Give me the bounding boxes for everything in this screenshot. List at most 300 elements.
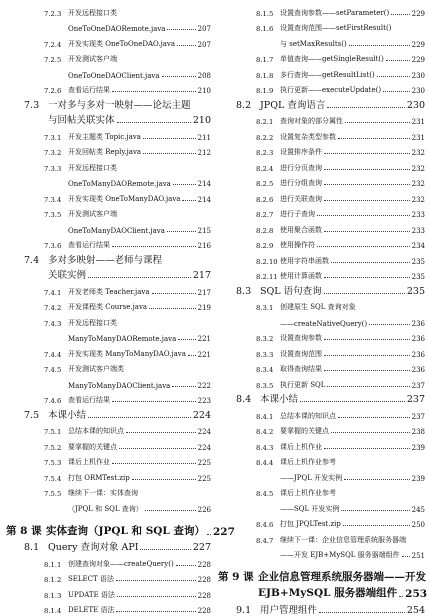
toc-entry-page: 239: [411, 443, 425, 452]
toc-entry-title: 创建查询对象——createQuery(): [68, 559, 174, 568]
toc-entry: [6, 188, 211, 204]
toc-leader-dots: [324, 184, 410, 185]
toc-entry-number: 7.4: [24, 254, 40, 266]
toc-entry-title: ManyToManyDAORemote.java: [68, 335, 177, 343]
toc-entry-page: 210: [192, 115, 211, 126]
toc-entry: [6, 235, 211, 251]
toc-entry-number: 7.3.1: [44, 133, 62, 142]
toc-entry-number: 8.4: [236, 394, 252, 405]
toc-entry: [6, 498, 211, 514]
toc-entry-title: 多对多映射——老师与课程: [48, 254, 163, 266]
toc-entry-title: 开发远程接口类: [68, 163, 117, 172]
toc-entry: [6, 514, 235, 538]
toc-entry-title: 设置查询参数: [280, 334, 322, 342]
toc-entry-title: ——JPQL 开发实例: [280, 473, 343, 482]
toc-entry-page: 238: [411, 428, 425, 436]
toc-entry: [6, 204, 211, 220]
toc-entry-number: 8.4.6: [256, 521, 274, 529]
toc-entry-number: 7.2.6: [44, 87, 62, 95]
toc-entry: [6, 173, 211, 189]
toc-leader-dots: [117, 122, 191, 123]
toc-entry-number: 7.5: [24, 409, 40, 421]
toc-entry-page: 233: [411, 226, 425, 235]
toc-entry-number: 8.1.7: [256, 56, 274, 64]
toc-leader-dots: [112, 463, 196, 464]
toc-entry-number: 7.5.4: [44, 474, 62, 483]
toc-entry-number: 8.2.4: [256, 164, 274, 173]
toc-entry: [218, 359, 425, 375]
toc-entry: [218, 374, 425, 390]
toc-entry: [218, 33, 425, 49]
toc-entry-number: 7.2.4: [44, 40, 62, 49]
toc-entry-title: 设置排序条件: [280, 148, 322, 156]
toc-entry-title: 开发实现类 ManyToManyDAO.java: [68, 349, 186, 358]
toc-entry: [6, 281, 211, 297]
toc-entry: [218, 600, 425, 616]
toc-entry: [218, 49, 425, 65]
toc-entry: [6, 452, 211, 468]
toc-leader-dots: [167, 29, 195, 30]
toc-entry-title: ——SQL 开发实例: [280, 504, 340, 513]
toc-leader-dots: [143, 153, 196, 154]
toc-entry: [6, 297, 211, 313]
toc-entry: [218, 436, 425, 452]
toc-entry-page: 232: [411, 195, 425, 204]
toc-entry-page: 232: [411, 180, 425, 188]
toc-entry: [218, 498, 425, 514]
toc-leader-dots: [324, 231, 410, 232]
toc-entry-title: 设置复杂类型参数: [280, 132, 336, 141]
toc-entry-page: 233: [411, 211, 425, 219]
toc-leader-dots: [117, 596, 196, 597]
toc-entry: [218, 80, 425, 96]
toc-entry-title: ——开发 EJB+MySQL 服务器端组件: [280, 551, 400, 559]
toc-entry: [218, 584, 428, 600]
toc-entry: [218, 250, 425, 266]
toc-leader-dots: [182, 200, 195, 201]
toc-leader-dots: [143, 138, 196, 139]
toc-entry: [6, 2, 211, 18]
toc-entry-number: 8.3.5: [256, 381, 274, 390]
toc-entry-page: 231: [411, 118, 425, 126]
toc-leader-dots: [324, 355, 410, 356]
toc-entry: [6, 126, 211, 142]
toc-leader-dots: [324, 293, 405, 294]
toc-entry: [218, 312, 425, 328]
toc-entry-page: 236: [411, 350, 425, 359]
toc-entry-page: 250: [411, 521, 425, 529]
toc-entry: [6, 266, 211, 282]
toc-entry-page: 215: [197, 226, 211, 235]
toc-entry: [6, 390, 211, 406]
toc-leader-dots: [327, 107, 405, 108]
toc-entry-title: 课后上机作业: [68, 458, 110, 466]
toc-entry-page: 230: [411, 87, 425, 95]
toc-entry-page: 253: [405, 588, 428, 600]
toc-entry-number: 7.2.5: [44, 56, 62, 64]
toc-entry-page: 227: [192, 542, 211, 553]
toc-entry-number: 7.3.4: [44, 195, 62, 204]
toc-entry: [6, 343, 211, 359]
toc-leader-dots: [207, 534, 211, 535]
toc-entry: [6, 33, 211, 49]
toc-leader-dots: [88, 277, 191, 278]
toc-entry: [218, 560, 425, 584]
toc-entry-page: 228: [197, 607, 211, 615]
toc-entry-title: 课后上机作业: [280, 442, 322, 451]
toc-entry-title: 总结本课的知识点: [280, 411, 336, 420]
toc-leader-dots: [317, 246, 410, 247]
toc-entry-page: 214: [197, 195, 211, 204]
toc-leader-dots: [344, 479, 409, 480]
toc-entry: [218, 266, 425, 282]
toc-leader-dots: [112, 401, 196, 402]
toc-entry-number: 7.4.6: [44, 397, 62, 405]
toc-entry: [218, 111, 425, 127]
toc-leader-dots: [319, 612, 405, 613]
toc-entry: [6, 95, 211, 111]
toc-entry-title: 要掌握的关键点: [280, 427, 329, 435]
toc-entry: [218, 64, 425, 80]
toc-entry-number: 8.2.8: [256, 226, 274, 235]
toc-entry: [6, 312, 211, 328]
toc-entry-number: 8.1.3: [44, 591, 62, 600]
toc-entry-page: 234: [411, 242, 425, 250]
toc-entry-page: 231: [411, 133, 425, 142]
toc-entry-page: 217: [192, 270, 211, 281]
toc-entry: [6, 18, 211, 34]
toc-entry-title: 实体查询（JPQL 和 SQL 查询）: [46, 524, 205, 537]
toc-entry: [218, 328, 425, 344]
toc-entry: [6, 219, 211, 235]
toc-entry: [218, 281, 425, 297]
toc-leader-dots: [331, 262, 410, 263]
toc-entry-page: 224: [197, 443, 211, 452]
toc-entry-number: 7.5.2: [44, 443, 62, 452]
toc-entry: [218, 95, 425, 111]
toc-leader-dots: [172, 386, 195, 387]
toc-entry-page: 236: [411, 319, 425, 328]
toc-entry-title: 企业信息管理系统服务器端——开发: [258, 571, 426, 583]
toc-entry: [218, 421, 425, 437]
toc-entry-title: 进行关联查询: [280, 194, 322, 203]
toc-entry-page: 225: [197, 474, 211, 483]
toc-entry-title: OneToManyDAORemote.java: [68, 180, 171, 188]
toc-entry-page: 239: [411, 474, 425, 483]
toc-entry-page: 245: [411, 505, 425, 514]
toc-entry: [218, 157, 425, 173]
toc-entry-number: 8.2.10: [256, 257, 278, 266]
toc-entry-title: 查询对象的部分属性: [280, 117, 343, 125]
toc-entry-page: 216: [197, 242, 211, 250]
toc-entry-title: JPQL 查询语言: [260, 99, 326, 111]
toc-entry-title: EJB+MySQL 服务器端组件: [258, 587, 398, 599]
toc-entry: [218, 18, 425, 34]
toc-entry-number: 8.2: [236, 99, 252, 111]
toc-entry-number: 7.3.6: [44, 242, 62, 250]
toc-entry-title: 开发老师类 Teacher.java: [68, 287, 150, 296]
toc-entry: [6, 483, 211, 499]
toc-entry-title: 使用字符串函数: [280, 256, 329, 265]
toc-entry-title: 继续下一课：企业信息管理系统服务器端: [280, 535, 406, 544]
toc-entry-title: 与 setMaxResults(): [280, 39, 347, 48]
toc-entry: [6, 157, 211, 173]
toc-entry-number: 8.1.2: [44, 576, 62, 584]
toc-leader-dots: [177, 45, 196, 46]
toc-entry-title: 开发测试客户端类: [68, 365, 124, 373]
toc-entry: [218, 343, 425, 359]
toc-entry: [6, 436, 211, 452]
toc-entry: [218, 173, 425, 189]
toc-entry-number: 8.4.3: [256, 443, 274, 452]
toc-leader-dots: [317, 215, 410, 216]
toc-leader-dots: [173, 184, 196, 185]
toc-leader-dots: [126, 432, 196, 433]
toc-entry-number: 7.3.5: [44, 211, 62, 219]
toc-entry-page: 224: [192, 409, 211, 421]
toc-entry-number: 8.2.2: [256, 133, 274, 142]
toc-entry-title: 使用操作符: [280, 241, 315, 249]
toc-entry-title: Query 查询对象 API: [48, 542, 139, 553]
toc-entry-number: 8.4.2: [256, 428, 274, 436]
toc-entry-page: 232: [411, 149, 425, 157]
toc-entry-page: 229: [411, 56, 425, 64]
toc-entry-title: 开发测试客户端: [68, 210, 117, 218]
toc-entry-number: 8.2.1: [256, 118, 274, 126]
toc-entry-title: 开发回帖类 Reply.java: [68, 148, 142, 156]
toc-entry-title: 查看运行结果: [68, 241, 110, 249]
toc-leader-dots: [300, 401, 405, 402]
toc-entry-page: 208: [197, 71, 211, 80]
toc-entry-page: 217: [197, 288, 211, 297]
toc-entry-title: 课后上机作业参考: [280, 458, 336, 466]
toc-entry-number: 7.5.5: [44, 490, 62, 498]
toc-entry: [218, 467, 425, 483]
toc-entry-title: ——createNativeQuery(): [280, 319, 368, 328]
toc-entry-page: 226: [197, 505, 211, 514]
toc-entry-page: 229: [411, 40, 425, 49]
toc-leader-dots: [377, 76, 410, 77]
toc-leader-dots: [324, 448, 410, 449]
toc-entry-title: 进行分页查询: [280, 163, 322, 172]
toc-leader-dots: [116, 580, 196, 581]
toc-entry-title: 开发测试客户端: [68, 55, 117, 63]
toc-entry-page: 228: [197, 576, 211, 584]
toc-entry-title: 课后上机作业参考: [280, 489, 336, 497]
toc-entry-number: 第 9 课: [218, 571, 254, 583]
toc-entry-page: 251: [411, 552, 425, 560]
toc-entry-title: 执行更新 SQL: [280, 380, 326, 389]
toc-leader-dots: [324, 370, 410, 371]
toc-entry-title: 取得查询结果: [280, 365, 322, 373]
toc-leader-dots: [324, 339, 410, 340]
toc-entry-number: 8.2.9: [256, 242, 274, 250]
toc-entry-title: 创建原生 SQL 查询对象: [280, 303, 356, 311]
toc-entry-number: 7.4.2: [44, 304, 62, 312]
toc-entry-title: 本课小结: [48, 409, 87, 421]
toc-entry-title: 开发远程接口类: [68, 8, 117, 17]
toc-entry-number: 7.3.3: [44, 164, 62, 173]
toc-entry-page: 254: [406, 604, 425, 616]
toc-entry: [218, 452, 425, 468]
toc-entry-number: 8.2.6: [256, 195, 274, 204]
toc-entry: [6, 569, 211, 585]
toc-entry: [218, 529, 425, 545]
toc-leader-dots: [386, 60, 410, 61]
toc-entry-page: 237: [411, 381, 425, 390]
toc-entry-page: 212: [197, 149, 211, 157]
toc-entry: [218, 219, 425, 235]
toc-entry-number: 7.4.1: [44, 288, 62, 297]
toc-entry-page: 224: [197, 428, 211, 436]
toc-entry: [218, 142, 425, 158]
toc-entry-title: 打包 JPQLTest.zip: [280, 520, 341, 528]
toc-entry-page: 207: [197, 40, 211, 49]
toc-entry: [6, 538, 211, 554]
toc-entry: [6, 49, 211, 65]
toc-leader-dots: [112, 91, 196, 92]
toc-entry-page: 235: [406, 285, 425, 297]
toc-entry-title: 打包 ORMTest.zip: [68, 473, 130, 482]
toc-entry-number: 8.2.3: [256, 149, 274, 157]
toc-leader-dots: [349, 45, 410, 46]
toc-leader-dots: [338, 138, 410, 139]
toc-entry: [6, 553, 211, 569]
toc-entry: [218, 514, 425, 530]
toc-entry: [6, 328, 211, 344]
toc-entry: [218, 126, 425, 142]
toc-leader-dots: [152, 293, 196, 294]
toc-entry-page: 236: [411, 335, 425, 343]
toc-entry-page: 211: [197, 133, 211, 142]
toc-entry-number: 7.5.3: [44, 459, 62, 467]
toc-entry-page: 230: [406, 99, 425, 111]
toc-entry-title: （JPQL 和 SQL 查询）: [68, 504, 143, 513]
toc-leader-dots: [132, 479, 196, 480]
toc-entry: [218, 390, 425, 406]
toc-entry-page: 235: [411, 273, 425, 281]
toc-leader-dots: [178, 339, 195, 340]
toc-entry: [6, 142, 211, 158]
toc-leader-dots: [116, 611, 195, 612]
toc-entry-title: 要掌握的关键点: [68, 442, 117, 451]
toc-entry-title: DELETE 语法: [68, 606, 115, 614]
toc-entry: [218, 2, 425, 18]
toc-entry: [218, 545, 425, 561]
toc-entry-number: 8.3.1: [256, 304, 274, 312]
toc-entry-title: 开发实现类 OneToOneDAO.java: [68, 39, 176, 48]
toc-entry: [6, 405, 211, 421]
toc-entry-title: 继续下一课：实体查询: [68, 489, 138, 497]
toc-entry-number: 7.4.4: [44, 350, 62, 359]
toc-entry-title: 查看运行结果: [68, 86, 110, 94]
toc-leader-dots: [331, 432, 410, 433]
toc-entry-title: 设置查询范围: [280, 349, 322, 358]
toc-entry-number: 8.1.9: [256, 87, 274, 95]
toc-entry: [218, 188, 425, 204]
toc-entry: [6, 250, 211, 266]
toc-leader-dots: [345, 122, 410, 123]
toc-entry-number: 9.1: [236, 604, 252, 616]
toc-entry-title: 进行子查询: [280, 210, 315, 218]
toc-entry-number: 第 8 课: [6, 524, 42, 537]
toc-entry-title: ManyToManyDAOClient.java: [68, 381, 171, 390]
toc-entry-title: 开发实现类 OneToManyDAO.java: [68, 194, 181, 203]
toc-entry: [218, 483, 425, 499]
toc-entry-title: UPDATE 语法: [68, 590, 115, 599]
toc-entry-title: 关联实例: [48, 270, 87, 281]
toc-entry-page: 223: [197, 397, 211, 405]
toc-entry: [6, 421, 211, 437]
toc-entry: [218, 297, 425, 313]
toc-entry-page: 232: [411, 164, 425, 173]
toc-entry: [6, 80, 211, 96]
toc-entry-number: 7.2.3: [44, 9, 62, 18]
toc-leader-dots: [176, 565, 196, 566]
toc-entry: [6, 584, 211, 600]
toc-entry-number: 8.2.5: [256, 180, 274, 188]
toc-entry-title: OneToManyDAOClient.java: [68, 226, 165, 235]
toc-entry-page: 210: [197, 87, 211, 95]
toc-entry-number: 8.3.2: [256, 335, 274, 343]
toc-entry-number: 7.4.5: [44, 366, 62, 374]
toc-entry-title: 使用计算函数: [280, 272, 322, 280]
toc-entry-page: 228: [197, 560, 211, 569]
toc-leader-dots: [341, 510, 409, 511]
toc-leader-dots: [167, 231, 196, 232]
toc-leader-dots: [383, 91, 410, 92]
toc-entry-title: 多行查询——getResultList(): [280, 70, 375, 79]
toc-entry-number: 8.4.5: [256, 490, 274, 498]
toc-entry-page: 235: [411, 257, 425, 266]
toc-entry-page: 236: [411, 366, 425, 374]
toc-entry-number: 7.3: [24, 99, 40, 111]
toc-entry-title: 开发主题类 Topic.java: [68, 132, 141, 141]
toc-entry-number: 8.4.4: [256, 459, 274, 467]
toc-leader-dots: [119, 448, 196, 449]
toc-entry-number: 8.1.8: [256, 71, 274, 80]
toc-entry: [6, 111, 211, 127]
toc-entry: [6, 374, 211, 390]
toc-left-column: [6, 2, 235, 615]
toc-entry-title: 本课小结: [260, 394, 299, 405]
toc-leader-dots: [88, 417, 191, 418]
toc-entry-page: 221: [197, 335, 211, 343]
toc-entry-page: 228: [197, 591, 211, 600]
toc-leader-dots: [391, 14, 409, 15]
toc-entry-page: 221: [197, 350, 211, 359]
toc-entry-title: 一对多与多对一映射——论坛主题: [48, 99, 191, 111]
toc-entry-number: 8.1.6: [256, 25, 274, 33]
toc-leader-dots: [324, 200, 410, 201]
toc-entry-number: 8.4.1: [256, 412, 274, 421]
toc-entry-title: SQL 语句查询: [260, 285, 322, 297]
toc-entry-title: 查看运行结果: [68, 396, 110, 404]
toc-entry-page: 227: [212, 525, 235, 538]
toc-leader-dots: [402, 556, 410, 557]
toc-entry-number: 7.4.3: [44, 319, 62, 328]
toc-entry-number: 7.5.1: [44, 428, 62, 436]
toc-entry-number: 7.3.2: [44, 149, 62, 157]
toc-entry-number: 8.3.3: [256, 350, 274, 359]
toc-entry-number: 8.4.7: [256, 536, 274, 545]
toc-entry-number: 8.1.4: [44, 607, 62, 615]
toc-leader-dots: [140, 549, 190, 550]
toc-entry: [6, 467, 211, 483]
toc-entry: [6, 359, 211, 375]
toc-entry-title: 总结本课的知识点: [68, 427, 124, 435]
toc-entry-number: 8.3: [236, 285, 252, 297]
